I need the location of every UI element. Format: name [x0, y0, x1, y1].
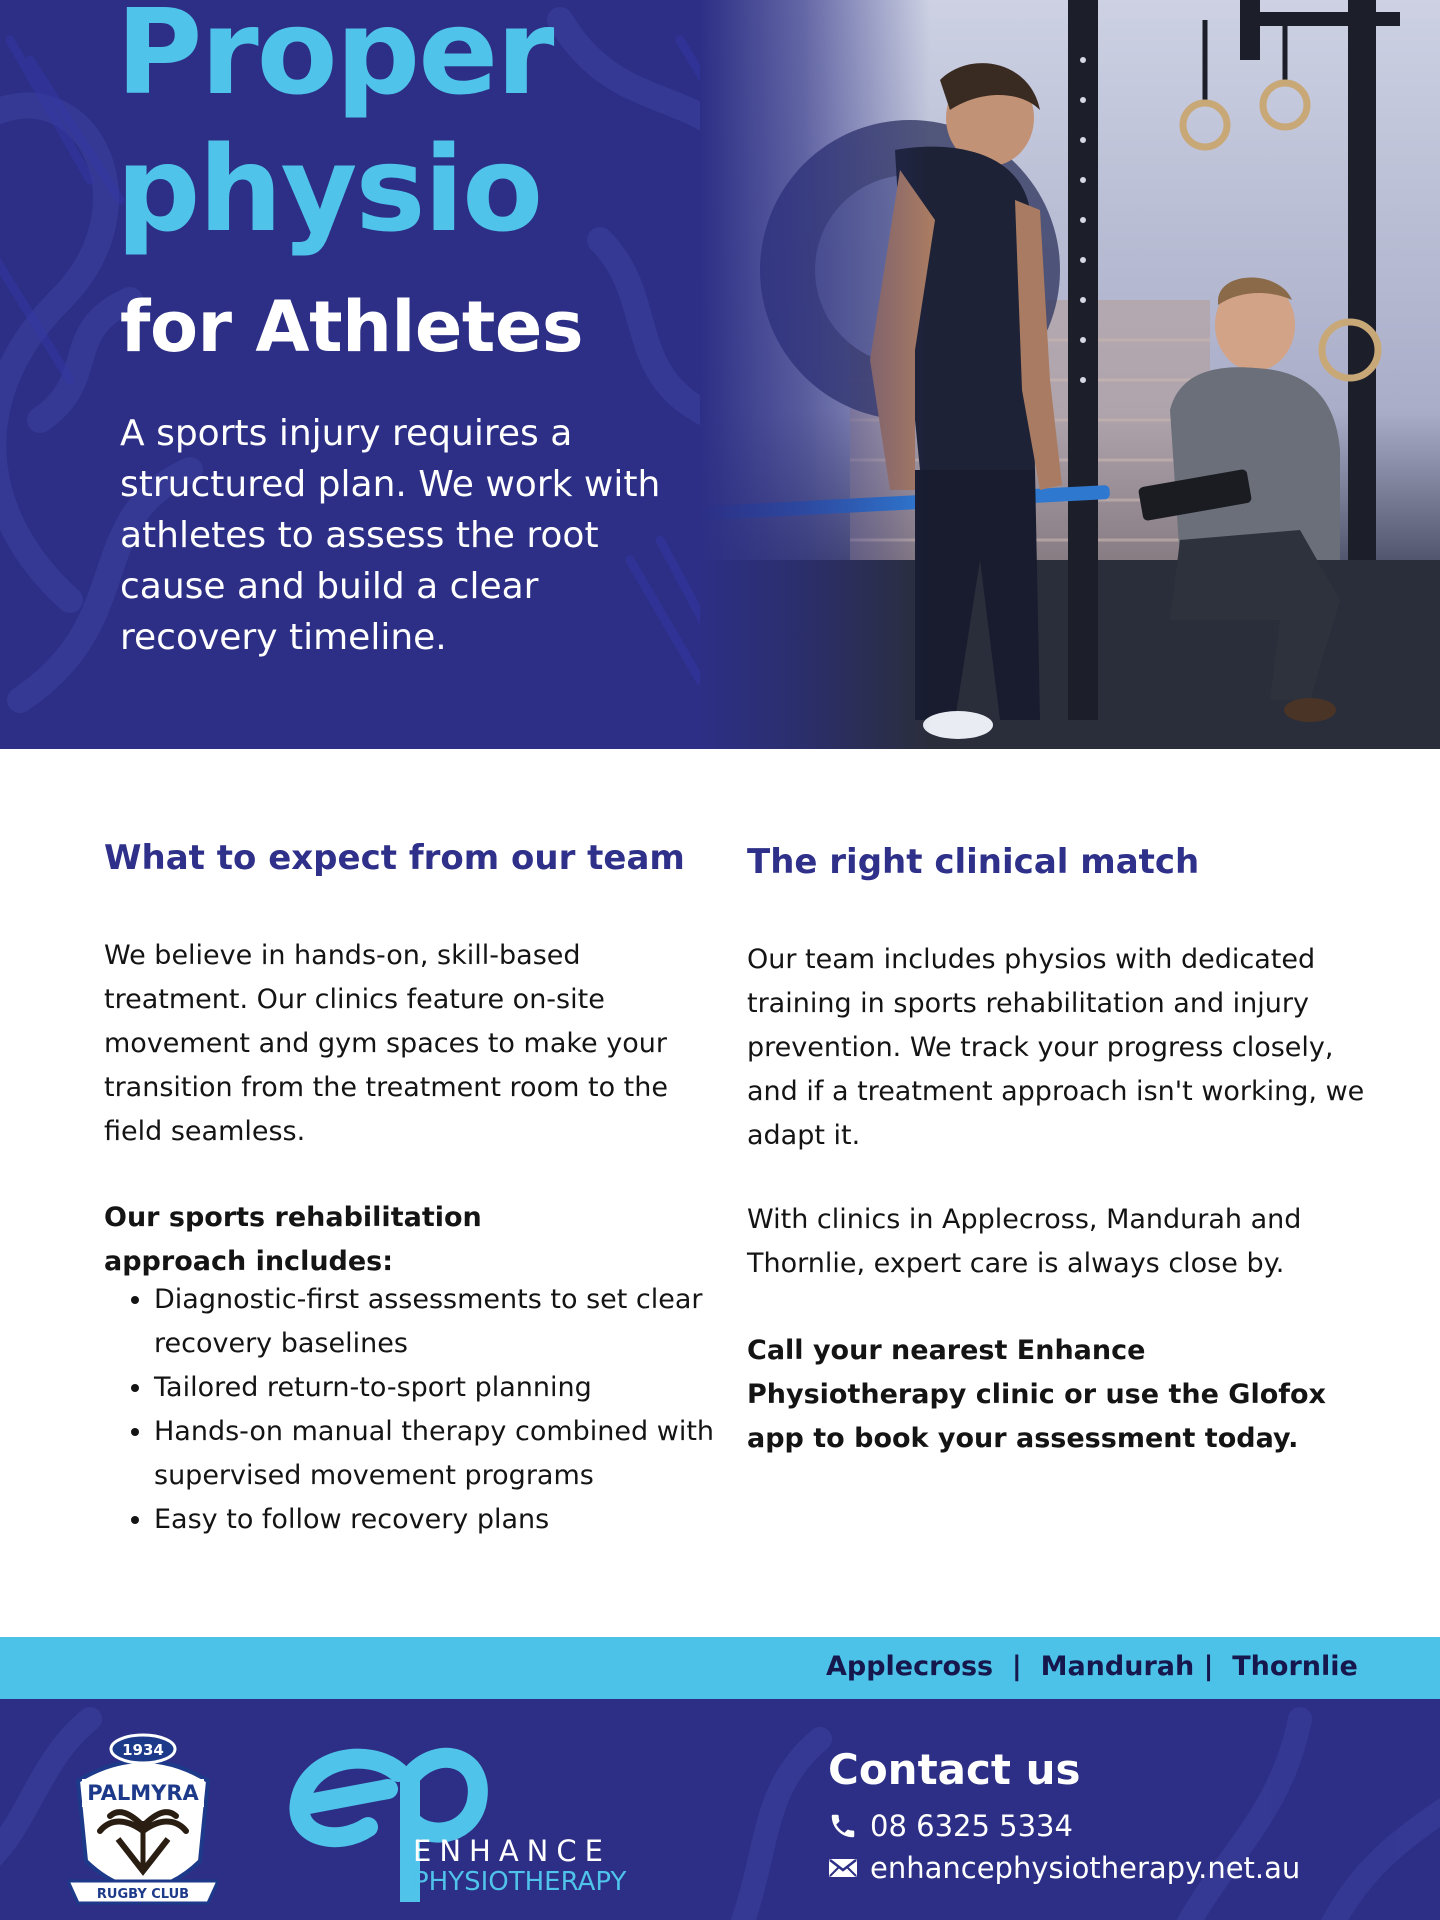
left-column-paragraph: We believe in hands-on, skill-based treatment. Our clinics feature on-site movement and gym spaces to make your transition from the treatment room to the field seamless. [104, 940, 668, 1147]
clinics-text: With clinics in Applecross, Mandurah and Thornlie, expert care is always close by. [747, 1204, 1302, 1279]
athlete-physio-photo [700, 0, 1440, 749]
club-year: 1934 [122, 1741, 164, 1759]
phone-number: 08 6325 5334 [870, 1809, 1073, 1843]
phone-contact[interactable] [828, 1809, 1073, 1843]
hero-title-line1: Proper [116, 0, 553, 121]
call-to-action: Call your nearest Enhance Physiotherapy clinic or use the Glofox app to book your assessment today. [747, 1335, 1326, 1454]
approach-heading: Our sports rehabilitation approach includes: [104, 1202, 482, 1277]
list-item: • Hands-on manual therapy combined with supervised movement programs [154, 1410, 714, 1498]
list-item: • Tailored return-to-sport planning [154, 1366, 714, 1410]
hero-subtitle: for Athletes [120, 286, 583, 368]
palmyra-rugby-club-logo [68, 1721, 218, 1916]
hero-title-line2: physio [116, 120, 542, 258]
phone-icon [828, 1811, 858, 1841]
footer [0, 1699, 1440, 1920]
club-ribbon: RUGBY CLUB [96, 1887, 190, 1902]
left-column-heading: What to expect from our team [104, 838, 685, 878]
hero-title [116, 0, 552, 258]
hero-intro: A sports injury requires a structured plan. We work with athletes to assess the root cause and build a clear recovery timeline. [120, 413, 661, 658]
website-link: enhancephysiotherapy.net.au [870, 1851, 1301, 1885]
website-contact[interactable] [828, 1851, 1300, 1885]
photo-edge-fade [700, 0, 930, 749]
brand-word-enhance: ENHANCE [413, 1834, 611, 1868]
list-item: • Easy to follow recovery plans [154, 1498, 714, 1542]
hero-section [0, 0, 1440, 749]
list-item: • Diagnostic-first assessments to set clear recovery baselines [154, 1278, 714, 1366]
brand-word-physiotherapy: PHYSIOTHERAPY [413, 1867, 627, 1897]
club-name: PALMYRA [87, 1781, 199, 1805]
mail-icon [828, 1856, 858, 1880]
contact-title: Contact us [828, 1745, 1081, 1794]
locations-bar [0, 1637, 1440, 1699]
locations-text: Applecross | Mandurah | Thornlie [826, 1651, 1358, 1682]
right-column-heading: The right clinical match [747, 842, 1200, 882]
right-column-paragraph: Our team includes physios with dedicated training in sports rehabilitation and injury prevention. We track your progress closely, and if a treatment approach isn't working, we adapt it. [747, 944, 1365, 1151]
approach-list [104, 1278, 714, 1542]
